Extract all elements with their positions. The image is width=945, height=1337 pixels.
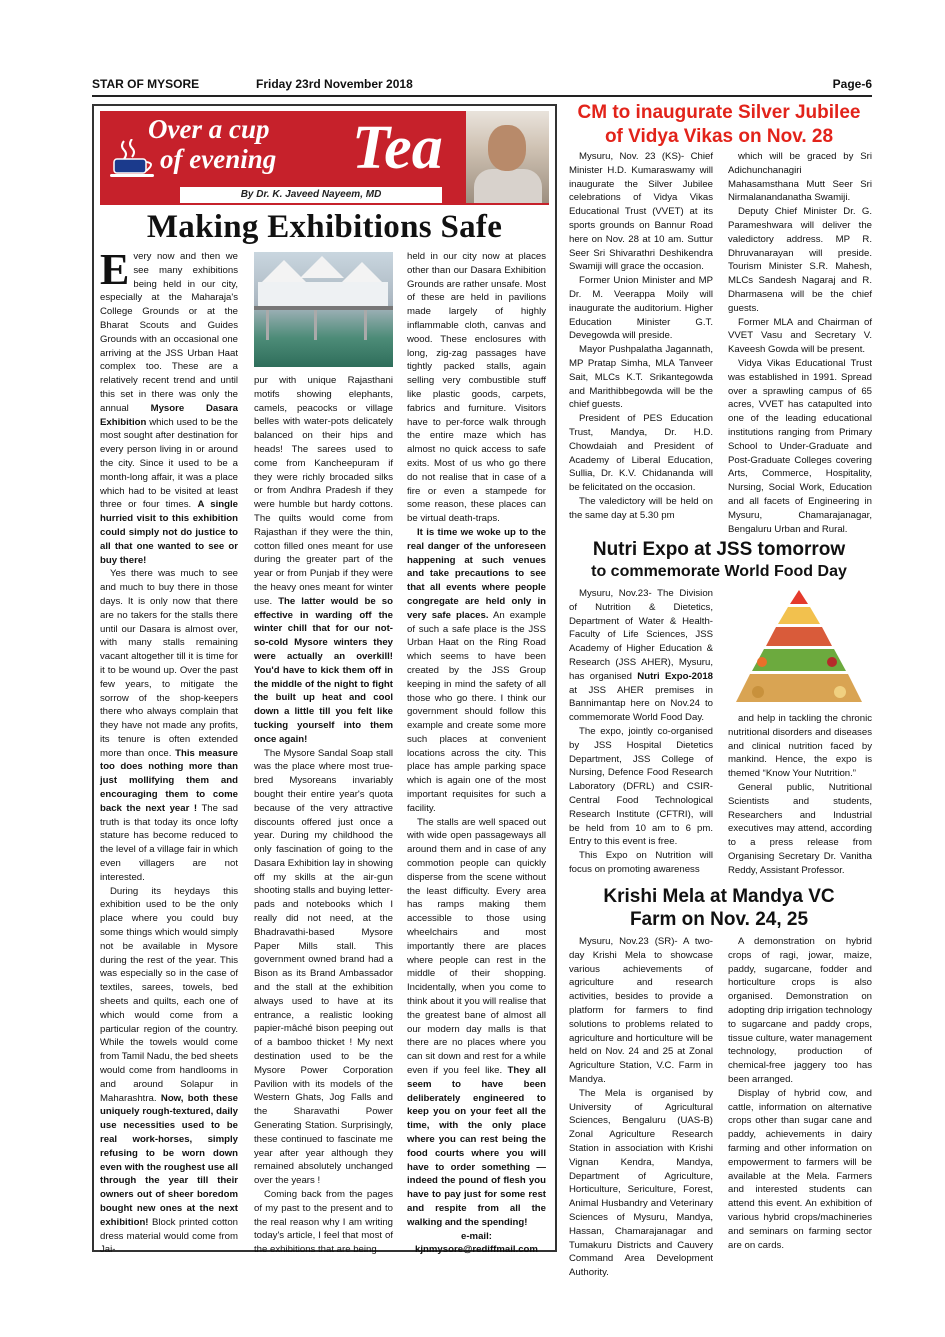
text-run: Yes there was much to see and much to buy there in those days. It is only now that there are no takers for the stalls there until our Dasara is almost over, with many stalls remaining vacant altogether till it is time for it to be wound up. Over the past few years, to mitigate the sorrow of the shop-keepers there who always complain that they have not made any profits, its tenure is often extended more than once. xyxy=(100,568,238,759)
story1-paragraph: President of PES Education Trust, Mandya, Dr. H.D. Chowdaiah and President of Academy of Liberal Education, Sullia, Dr. K.V. Chidananda will be felicitated on the occasion. xyxy=(569,413,713,494)
text-run: An example of such a safe place is the JSS Urban Haat on the Ring Road which seems to have been created by the JSS Group keeping in mind the safety of all those who go there. I think our government should follow this example and create some more such places at convenient locations across the city. This place has ample parking space which is again one of the most important requisites for such a facility. xyxy=(407,609,546,814)
text-run: The expo, jointly co-organised by JSS Hospital Dietetics Department, JSS College of Nursing, Defence Food Research Laboratory (DFRL) and CSIR-Central Food Technological Research Institute (CFTRI), will be held from 10 am to 6 pm. Entry to this event is free. xyxy=(569,725,713,848)
story2-headline xyxy=(562,538,876,583)
bold-run: The latter would be so effective in warding off the winter chill that for our not-so-cold Mysore winters they were actually an overkill! You'd have to kick them off in the middle of the night to fight the built up heat and cool down a little till you felt like tucking yourself into them once again! xyxy=(254,595,393,745)
bold-run: They all seem to have been deliberately engineered to keep you on your feet all the time, with the only place where you can rest being the food courts where you will have to order something — indeed the pound of flesh you have to pay just for some rest and respite from all the walking and the spending! xyxy=(407,1065,546,1228)
col1-paragraph xyxy=(100,245,238,567)
story1-paragraph: Former Union Minister and MP Dr. M. Veerappa Moily will inaugurate the auditorium. Higher Education Minister G.T. Devegowda will preside. xyxy=(569,275,713,342)
text-run: at JSS AHER premises in Bannimantap here on Nov.24 to commemorate World Food Day. xyxy=(569,684,713,724)
text-run: The sad truth is that today its once lofty stature has become reduced to the level of a village fair in which even villagers are not interested. xyxy=(100,802,238,883)
story1-col-left xyxy=(569,150,713,523)
story3-paragraph: A demonstration on hybrid crops of ragi, jowar, maize, paddy, sugarcane, fodder and horticulture crops is also organised. Demonstration on adopting drip irrigation technology to sugarcane and paddy crops, tissue culture, water management technology, production of chemical-free jaggery too has been arranged. xyxy=(728,936,872,1085)
story2-paragraph xyxy=(569,587,713,725)
story3-headline xyxy=(562,885,876,931)
col3-paragraph xyxy=(407,250,546,526)
food-pyramid-image xyxy=(728,588,870,708)
story1-headline-line2: of Vidya Vikas on Nov. 28 xyxy=(604,126,834,147)
story1-paragraph: Former MLA and Chairman of VVET Vasu and Secretary V. Kaveesh Gowda will be present. xyxy=(728,316,872,356)
story1-paragraph: Mayor Pushpalatha Jagannath, MP Pratap Simha, MLA Tanveer Sait, MLCs K.T. Srikantegowda and Marithibbegowda will be the chief guests. xyxy=(569,344,713,411)
story3-paragraph: The Mela is organised by University of Agricultural Sciences, Bengaluru (UAS-B) Zonal Agriculture Research Station in association with Krishi Vignan Kendra, Mandya, Department of Agriculture, Horticulture, Sericulture, Forest, Animal Husbandry and Veterinary Sciences of Mysuru, Mandya, Hassan, Chamarajanagar and Tumakuru Districts and Cauvery Command Area Development Authority. xyxy=(569,1087,713,1279)
story1-paragraph: Mysuru, Nov. 23 (KS)- Chief Minister H.D. Kumaraswamy will inaugurate the Silver Jubilee celebrations of Vidya Vikas Educational Trust (VVET) at its sports grounds on Bannur Road here on Nov. 28 at 10 am. Suttur Seer Sri Shivarathri Deshikendra Swamiji will grace the occasion. xyxy=(569,151,713,273)
story2-paragraph: and help in tackling the chronic nutritional disorders and diseases and clinical nutrition faced by mankind. Hence, the expo is themed “Know Your Nutrition.” xyxy=(728,713,872,780)
text-run: which used to be the most sought after destination for every person living in or around the city. Since it used to be a month-long affair, it was a place which had to be visited at least three or four times. xyxy=(100,416,238,511)
email-address: kjnmysore@rediffmail.com xyxy=(415,1244,538,1256)
paper-name: STAR OF MYSORE xyxy=(92,77,200,91)
article-col-2 xyxy=(254,374,393,1257)
page-number: Page-6 xyxy=(832,77,872,91)
column-banner xyxy=(100,111,549,205)
teacup-icon xyxy=(110,139,162,179)
bold-run: Mysore Dasara Exhibition xyxy=(100,402,238,428)
story1-paragraph: The valedictory will be held on the same day at 5.30 pm xyxy=(569,495,713,521)
story1-headline-line1: CM to inaugurate Silver Jubilee xyxy=(577,102,861,123)
story3-col-right xyxy=(728,935,872,1252)
story2-headline-line1: Nutri Expo at JSS tomorrow xyxy=(592,539,846,560)
story1-paragraph: Deputy Chief Minister Dr. G. Parameshwara will deliver the valedictory address. MP R. Dhruvanarayan will preside. Tourism Minister S.R. Mahesh, MLCs Sandesh Nagaraj and R. Dharmasena will be the chief guests. xyxy=(728,206,872,314)
story2-col-right xyxy=(728,712,872,878)
text-run: The Mysore Sandal Soap stall was the place where most true-bred Mysoreans invariably bought their entire year's quota because of the very attractive discounts offered just once a year. During my childhood the only fascination of going to the Dasara Exhibition lay in showing off my skills at the air-gun shooting stalls and buying letter-pads and notebooks which I really did not need, at the Bhadravathi-based Mysore Paper Mills stall. This government owned brand had a Bison as its Brand Ambassador and the stall at the exhibition always used to have at its entrance, a realistic looking papier-mâché bison peeping out of a bamboo thicket ! My next destination used to be the Mysore Power Corporation Pavilion with its models of the Western Ghats, Jog Falls and the Sharavathi Power Generating Station. Surprisingly, these continued to fascinate me year after year although they remained absolutely unchanged over the years ! xyxy=(254,747,393,1187)
text-run: During its heydays this exhibition used to be the only place where you could buy some things which would simply not be available in Mysore during the rest of the year. This was especially so in the case of textiles, sarees, towels, bed sheets and quilts, each one of which would come from a particular region of the country. While the towels would come from Tamil Nadu, the bed sheets would come from handlooms in and around Solapur in Maharashtra. xyxy=(100,885,238,1104)
banner-line-1: Over a cup xyxy=(148,114,270,144)
exhibition-photo xyxy=(254,252,393,367)
page-header xyxy=(92,77,872,95)
text-run: very now and then we see many exhibitions being held in our city, especially at the Maharaja's College Grounds or at the Bharat Scouts and Guides Grounds with an occasional one arriving at the JSS Urban Haat complex too. These are a relatively recent trend and until this set in there was only the annual xyxy=(100,251,238,414)
col3-paragraph xyxy=(407,526,546,816)
issue-date: Friday 23rd November 2018 xyxy=(256,77,413,91)
story3-paragraph: Display of hybrid cow, and cattle, information on alternative crops other than sugar cane and paddy, achievements in dairy farming and other information on empowerment to farmers will be available at the Mela. Farmers and interested students can attend this event. An exhibition of various hybrid crops/machineries and seminars on farming sector are on cards. xyxy=(728,1087,872,1251)
text-run: This Expo on Nutrition will focus on promoting awareness xyxy=(569,850,713,875)
bold-run: Nutri Expo-2018 xyxy=(637,670,713,682)
story3-paragraph: Mysuru, Nov.23 (SR)- A two-day Krishi Mela to showcase various achievements of agriculture and research activities, besides to provide a platform for farmers to find solutions to problems related to agriculture and horticulture will be held on Nov. 24 and 25 at Zonal Agriculture Station, V.C. Farm in Mandya. xyxy=(569,936,713,1085)
story1-paragraph: Vidya Vikas Educational Trust was established in 1991. Spread over a sprawling campus of 65 acres, VVET has catapulted into one of the leading educational institutions ranging from Primary School to Under-Graduate and Post-Graduate Colleges covering Arts, Commerce, Hospitality, Nursing, Social Work, Education and all facets of Engineering in Mysuru, Chamarajanagar, Bengaluru Urban and Rural. xyxy=(728,357,872,535)
byline: By Dr. K. Javeed Nayeem, MD xyxy=(180,187,442,203)
story3-headline-line2: Farm on Nov. 24, 25 xyxy=(629,909,809,930)
col2-paragraph xyxy=(254,1188,393,1257)
col2-paragraph xyxy=(254,747,393,1189)
article-col-3 xyxy=(407,250,546,1257)
col3-paragraph xyxy=(407,816,546,1230)
bold-run: This measure too does nothing more than just mollifying them and encouraging them to come back the next year ! xyxy=(100,747,238,814)
banner-tea: Tea xyxy=(352,114,443,182)
story1-headline xyxy=(562,101,876,149)
col1-paragraph xyxy=(100,567,238,884)
text-run: held in our city now at places other than our Dasara Exhibition Grounds are rather unsafe. Most of these are held in pavilions made largely of highly inflammable cloth, canvas and wood. These enclosures with long, zig-zag passages have tightly packed stalls, again selling very combustible stuff like plastic goods, carpets, fabrics and furniture. Visitors have to per-force walk through the entire maze which has almost no quick access to safe exits. Most of us who go there do not realise that in case of a fire or even a stampede for some reason, these places can be virtual death-traps. xyxy=(407,251,546,525)
text-run: Coming back from the pages of my past to the present and to the real reason why I am writing today's article, I feel that most of the exhibitions that are being xyxy=(254,1189,393,1256)
col2-paragraph xyxy=(254,374,393,747)
story2-paragraph xyxy=(569,725,713,849)
story2-paragraph xyxy=(569,849,713,877)
story1-paragraph: which will be graced by Sri Adichunchanagiri Mahasamsthana Mutt Seer Sri Nirmalanandanatha Swamiji. xyxy=(728,151,872,204)
bold-run: It is time we woke up to the real danger of the unforeseen happening at such venues and take precautions to see that all events where people congregate are held only in very safe places. xyxy=(407,526,546,621)
text-run: pur with unique Rajasthani motifs showing elephants, camels, peacocks or village belles with water-pots delicately balanced on their hips and heads! The sarees used to come from Kancheepuram if they were richly brocaded silks or from Andhra Pradesh if they were humble but hardy cottons. The quilts would come from Rajasthan if they were the thin, cotton filled ones meant for use during the greater part of the year or from Punjab if they were the heavy ones meant for winter use. xyxy=(254,375,393,607)
story3-headline-line1: Krishi Mela at Mandya VC xyxy=(603,886,835,907)
drop-cap: E xyxy=(100,245,130,294)
author-photo xyxy=(466,111,549,203)
story1-col-right xyxy=(728,150,872,536)
header-rule xyxy=(92,95,872,97)
story3-col-left xyxy=(569,935,713,1280)
bold-run: A single hurried visit to this exhibition could simply not do justice to all that one wanted to see or buy there! xyxy=(100,499,238,566)
text-run: Block printed cotton dress material would come from Jai- xyxy=(100,1216,238,1256)
column-headline: Making Exhibitions Safe xyxy=(146,209,503,245)
text-run: The stalls are well spaced out with wide open passageways all around them and in case of any commotion people can quickly disperse from the scene without the least difficulty. Every area has ramps making them accessible to those using wheelchairs and most importantly there are places where people can rest in the middle of their shopping. Incidentally, when you come to think about it you will realise that the greatest bane of almost all our modern day malls is that there are no places where you can sit down and rest for a while even if you feel like. xyxy=(407,816,546,1077)
col1-paragraph xyxy=(100,885,238,1258)
text-run: Mysuru, Nov.23- The Division of Nutrition & Dietetics, Department of Water & Health-Faculty of Life Sciences, JSS Academy of Higher Education & Research (JSS AHER), Mysuru, has organised xyxy=(569,588,713,682)
email-label: e-mail: xyxy=(461,1230,492,1242)
article-col-1 xyxy=(100,245,238,1257)
story2-col-left xyxy=(569,587,713,877)
story2-headline-line2: to commemorate World Food Day xyxy=(591,563,847,580)
story2-paragraph: General public, Nutritional Scientists and students, Researchers and Industrial executives may attend, according to a press release from Organising Secretary Dr. Vanitha Reddy, Assistant Professor. xyxy=(728,781,872,876)
banner-line-2: of evening xyxy=(160,144,277,174)
bold-run: Now, both these uniquely rough-textured, daily use necessities used to be real work-horses, simply refusing to be worn down even with the roughest use all through the year till their owners out of sheer boredom bought new ones at the next exhibition! xyxy=(100,1092,238,1228)
